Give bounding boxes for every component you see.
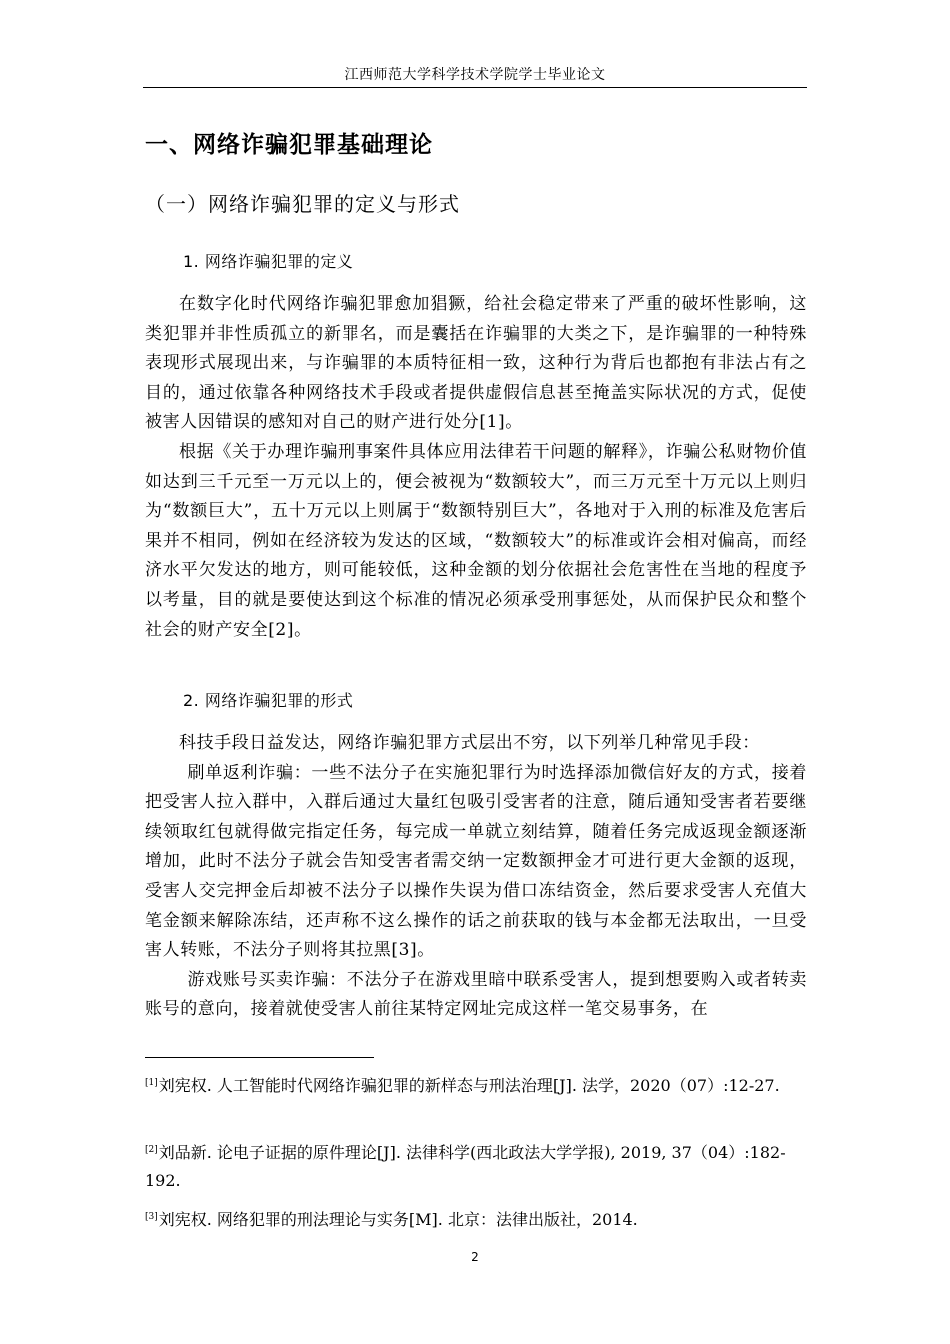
page-number: 2 [471,1250,479,1264]
chapter-heading: 一、网络诈骗犯罪基础理论 [145,132,433,158]
subsection-heading-definition: 1. 网络诈骗犯罪的定义 [183,252,354,271]
footnote-text: 刘品新. 论电子证据的原件理论[J]. 法律科学(西北政法大学学报), 2019, 37（04）:182-192. [145,1143,786,1190]
footnote-1 [145,1069,807,1100]
footnote-rule [145,1057,374,1058]
footnote-text: 刘宪权. 人工智能时代网络诈骗犯罪的新样态与刑法治理[J]. 法学，2020（07）:12-27. [158,1076,780,1095]
subsection-heading-forms: 2. 网络诈骗犯罪的形式 [183,691,354,710]
footnote-text: 刘宪权. 网络犯罪的刑法理论与实务[M]. 北京：法律出版社，2014. [158,1210,638,1229]
footnote-mark: [3] [145,1212,158,1222]
paragraph: 科技手段日益发达，网络诈骗犯罪方式层出不穷，以下列举几种常见手段： [179,733,760,753]
definition-body [145,290,807,645]
footnote-mark: [1] [145,1078,158,1088]
paragraph: 根据《关于办理诈骗刑事案件具体应用法律若干问题的解释》，诈骗公私财物价值如达到三千元至一万元以上的，便会被视为“数额较大”，而三万元至十万元以上则归为“数额巨大”，五十万元以上则属于“数额特别巨大”，各地对于入刑的标准及危害后果并不相同，例如在经济较为发达的区域，“数额较大”的标准或许会相对偏高，而经济水平欠发达的地方，则可能较低，这种金额的划分依据社会危害性在当地的程度予以考量，目的就是要使达到这个标准的情况必须承受刑事惩处，从而保护民众和整个社会的财产安全[2]。 [145,441,807,640]
running-header: 江西师范大学科学技术学院学士毕业论文 [344,67,606,83]
header-rule [143,87,807,88]
section-heading: （一）网络诈骗犯罪的定义与形式 [145,192,460,216]
footnote-2 [145,1136,807,1195]
footnote-mark: [2] [145,1145,158,1155]
footnote-3 [145,1203,807,1234]
paragraph: 在数字化时代网络诈骗犯罪愈加猖獗，给社会稳定带来了严重的破坏性影响，这类犯罪并非性质孤立的新罪名，而是囊括在诈骗罪的大类之下，是诈骗罪的一种特殊表现形式展现出来，与诈骗罪的本质特征相一致，这种行为背后也都抱有非法占有之目的，通过依靠各种网络技术手段或者提供虚假信息甚至掩盖实际状况的方式，促使被害人因错误的感知对自己的财产进行处分[1]。 [145,294,807,433]
paragraph: 游戏账号买卖诈骗：不法分子在游戏里暗中联系受害人，提到想要购入或者转卖账号的意向，接着就使受害人前往某特定网址完成这样一笔交易事务，在 [145,969,807,1020]
forms-body [145,729,807,1025]
paragraph: 刷单返利诈骗：一些不法分子在实施犯罪行为时选择添加微信好友的方式，接着把受害人拉入群中，入群后通过大量红包吸引受害者的注意，随后通知受害者若要继续领取红包就得做完指定任务，每完成一单就立刻结算，随着任务完成返现金额逐渐增加，此时不法分子就会告知受害者需交纳一定数额押金才可进行更大金额的返现，受害人交完押金后却被不法分子以操作失误为借口冻结资金，然后要求受害人充值大笔金额来解除冻结，还声称不这么操作的话之前获取的钱与本金都无法取出，一旦受害人转账，不法分子则将其拉黑[3]。 [145,762,807,961]
